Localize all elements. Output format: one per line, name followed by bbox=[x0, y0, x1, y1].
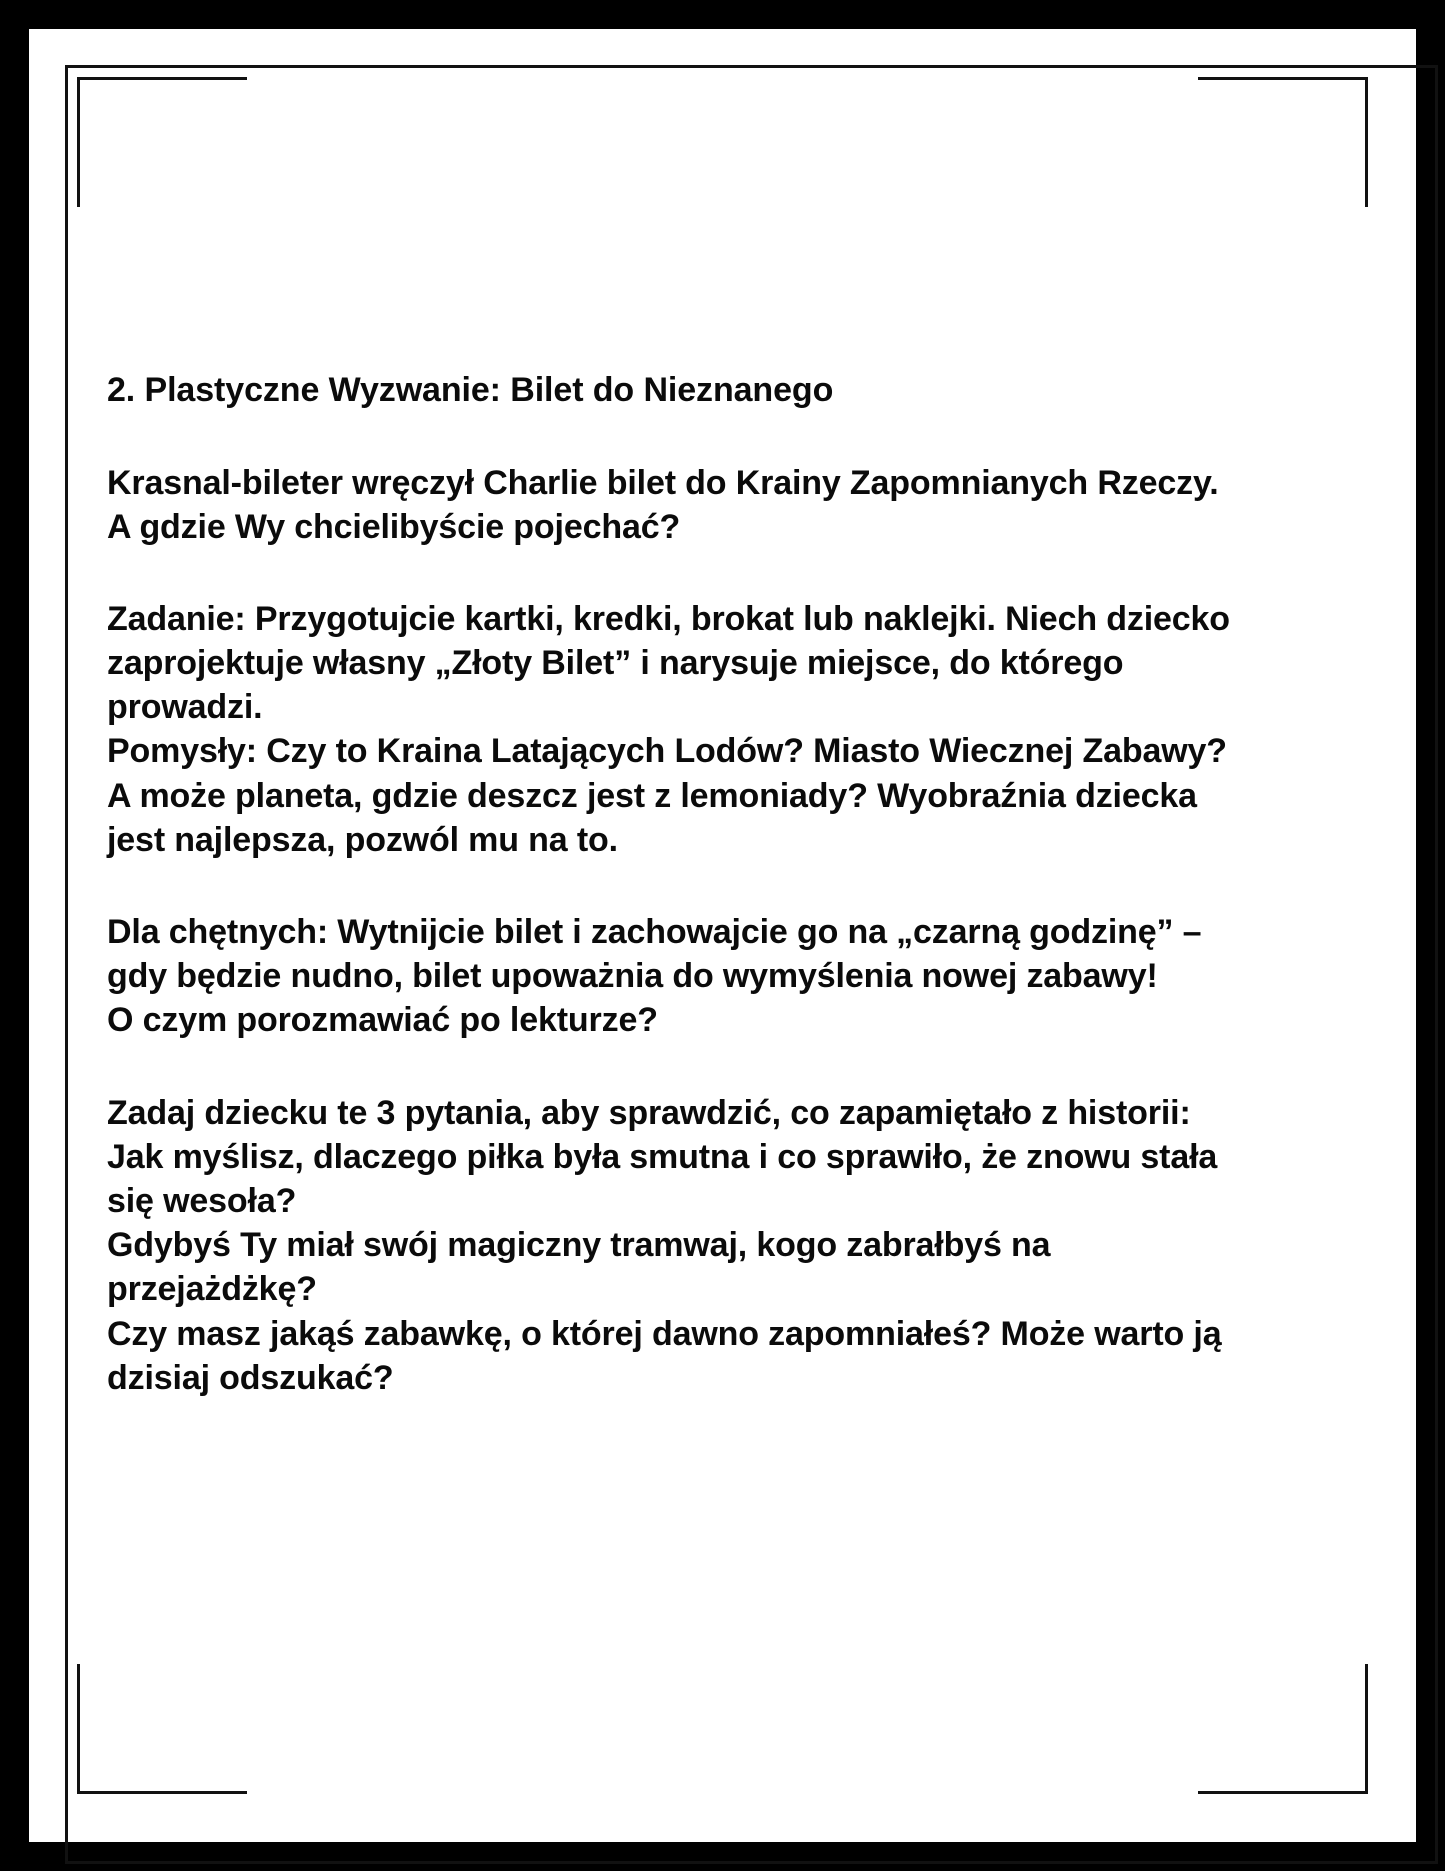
text-line: O czym porozmawiać po lekturze? bbox=[107, 1001, 658, 1040]
text-line: Gdybyś Ty miał swój magiczny tramwaj, kogo zabrałbyś na bbox=[107, 1226, 1051, 1265]
corner-bracket-bottom-right bbox=[1198, 1664, 1368, 1794]
paragraph-intro bbox=[107, 461, 1219, 549]
text-line: prowadzi. bbox=[107, 688, 263, 727]
text-line: dzisiaj odszukać? bbox=[107, 1358, 394, 1397]
text-line: jest najlepsza, pozwól mu na to. bbox=[107, 820, 618, 859]
text-line: Dla chętnych: Wytnijcie bilet i zachowajcie go na „czarną godzinę” – bbox=[107, 913, 1202, 952]
block-spacer bbox=[107, 1043, 1182, 1091]
paragraph-pytania bbox=[107, 1091, 1222, 1400]
paper-sheet bbox=[29, 29, 1416, 1842]
block-spacer bbox=[107, 549, 1182, 597]
corner-bracket-top-right bbox=[1198, 77, 1368, 207]
corner-bracket-bottom-left bbox=[77, 1664, 247, 1794]
paragraph-zadanie bbox=[107, 597, 1230, 862]
text-line: Jak myślisz, dlaczego piłka była smutna i co sprawiło, że znowu stała bbox=[107, 1137, 1218, 1176]
document-body bbox=[107, 369, 1230, 1400]
block-spacer bbox=[107, 862, 1182, 910]
text-line: Zadaj dziecku te 3 pytania, aby sprawdzić, co zapamiętało z historii: bbox=[107, 1093, 1191, 1132]
text-line: Pomysły: Czy to Kraina Latających Lodów? Miasto Wiecznej Zabawy? bbox=[107, 732, 1227, 771]
text-line: przejażdżkę? bbox=[107, 1270, 317, 1309]
text-line: Czy masz jakąś zabawkę, o której dawno zapomniałeś? Może warto ją bbox=[107, 1314, 1222, 1353]
paragraph-dla-chetnych bbox=[107, 910, 1202, 1043]
text-line: A gdzie Wy chcielibyście pojechać? bbox=[107, 507, 681, 546]
text-line: Krasnal-bileter wręczył Charlie bilet do Krainy Zapomnianych Rzeczy. bbox=[107, 463, 1219, 502]
corner-bracket-top-left bbox=[77, 77, 247, 207]
text-line: Zadanie: Przygotujcie kartki, kredki, brokat lub naklejki. Niech dziecko bbox=[107, 599, 1230, 638]
text-line: się wesoła? bbox=[107, 1181, 297, 1220]
block-spacer bbox=[107, 413, 1182, 461]
text-line: A może planeta, gdzie deszcz jest z lemoniady? Wyobraźnia dziecka bbox=[107, 776, 1197, 815]
page-title: 2. Plastyczne Wyzwanie: Bilet do Nieznanego bbox=[107, 371, 834, 409]
text-line: zaprojektuje własny „Złoty Bilet” i narysuje miejsce, do którego bbox=[107, 644, 1124, 683]
text-line: gdy będzie nudno, bilet upoważnia do wymyślenia nowej zabawy! bbox=[107, 957, 1158, 996]
